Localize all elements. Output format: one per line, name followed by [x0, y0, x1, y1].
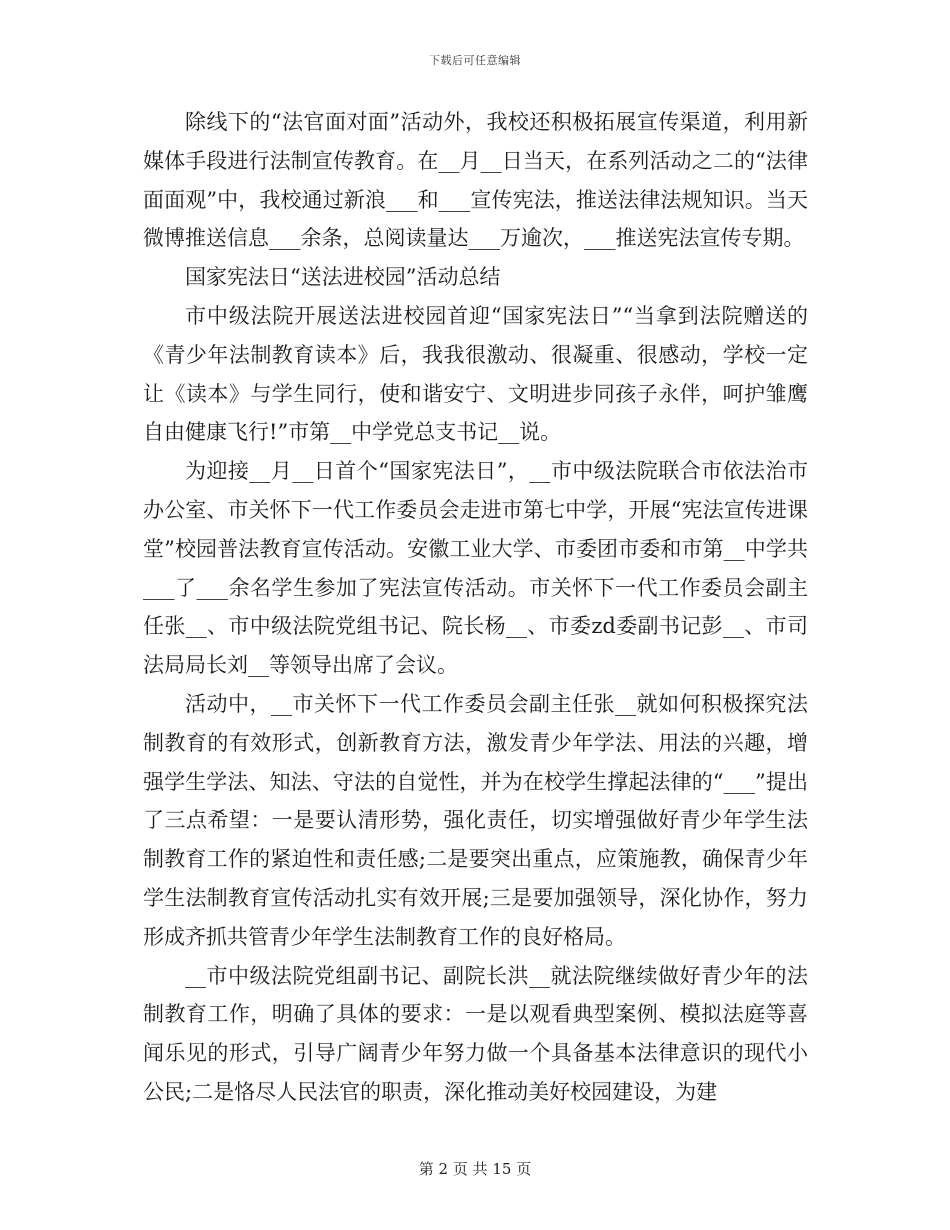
paragraph-1: 除线下的“法官面对面”活动外，我校还积极拓展宣传渠道，利用新媒体手段进行法制宣传教育。在__月__日当天，在系列活动之二的“法律面面观”中，我校通过新浪___和___宣传宪法，推送法律法规知识。当天微博推送信息___余条，总阅读量达___万逾次，___推送宪法宣传专期。 — [143, 110, 808, 251]
paragraph-5: __市中级法院党组副书记、副院长洪__就法院继续做好青少年的法制教育工作，明确了具体的要求：一是以观看典型案例、模拟法庭等喜闻乐见的形式，引导广阔青少年努力做一个具备基本法律意识的现代小公民;二是恪尽人民法官的职责，深化推动美好校园建设，为建 — [143, 963, 808, 1104]
paragraph-3: 为迎接__月__日首个“国家宪法日”，__市中级法院联合市依法治市办公室、市关怀下一代工作委员会走进市第七中学，开展“宪法宣传进课堂”校园普法教育宣传活动。安徽工业大学、市委团市委和市第__中学共___了___余名学生参加了宪法宣传活动。市关怀下一代工作委员会副主任张__、市中级法院党组书记、院长杨__、市委zd委副书记彭__、市司法局局长刘__等领导出席了会议。 — [143, 459, 808, 678]
document-body — [143, 103, 808, 1112]
paragraph-2: 市中级法院开展送法进校园首迎“国家宪法日”“当拿到法院赠送的《青少年法制教育读本》后，我我很激动、很凝重、很感动，学校一定让《读本》与学生同行，使和谐安宁、文明进步同孩子永伴，呵护雏鹰自由健康飞行!”市第__中学党总支书记__说。 — [143, 303, 808, 445]
page-header-note: 下载后可任意编辑 — [429, 54, 521, 67]
page-number: 第 2 页 共 15 页 — [418, 1160, 532, 1178]
section-title: 国家宪法日“送法进校园”活动总结 — [185, 265, 501, 290]
paragraph-4: 活动中，__市关怀下一代工作委员会副主任张__就如何积极探究法制教育的有效形式，创新教育方法，激发青少年学法、用法的兴趣，增强学生学法、知法、守法的自觉性，并为在校学生撑起法律的“___”提出了三点希望：一是要认清形势，强化责任，切实增强做好青少年学生法制教育工作的紧迫性和责任感;二是要突出重点，应策施教，确保青少年学生法制教育宣传活动扎实有效开展;三是要加强领导，深化协作，努力形成齐抓共管青少年学生法制教育工作的良好格局。 — [143, 691, 808, 949]
